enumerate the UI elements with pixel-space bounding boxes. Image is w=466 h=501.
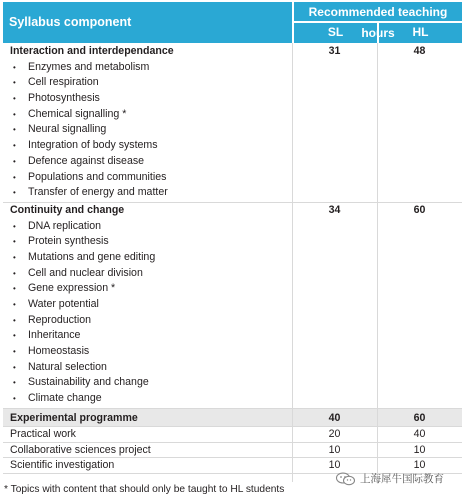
- topic-label: Chemical signalling *: [28, 107, 127, 120]
- topic-list-item: [3, 122, 462, 138]
- bullet-icon: •: [13, 156, 16, 166]
- section-1: [3, 203, 462, 409]
- bullet-icon: •: [13, 109, 16, 119]
- topic-list-item: [3, 360, 462, 376]
- topic-label: Defence against disease: [28, 154, 145, 167]
- bullet-icon: •: [13, 125, 16, 135]
- experimental-sl-hours: 40: [328, 411, 341, 424]
- bullet-icon: •: [13, 315, 16, 325]
- section-hl-hours: 60: [413, 203, 426, 216]
- topic-label: Transfer of energy and matter: [28, 186, 168, 199]
- topic-label: Mutations and gene editing: [28, 250, 156, 263]
- topic-label: Cell respiration: [28, 76, 99, 89]
- topic-list-item: [3, 170, 462, 186]
- topic-label: Cell and nuclear division: [28, 266, 143, 279]
- header-syllabus-component: Syllabus component: [9, 15, 132, 29]
- topic-list-item: [3, 297, 462, 313]
- bullet-icon: •: [13, 394, 16, 404]
- column-divider-sl: [292, 43, 293, 482]
- bullet-icon: •: [13, 94, 16, 104]
- topic-list-item: [3, 250, 462, 266]
- section-sl-hours: 34: [328, 203, 341, 216]
- header-hl: HL: [377, 23, 462, 43]
- topic-label: Inheritance: [28, 329, 81, 342]
- header-sl: SL: [292, 23, 377, 43]
- experimental-row-sl: 20: [328, 427, 341, 440]
- topic-list-item: [3, 344, 462, 360]
- topic-list-item: [3, 375, 462, 391]
- watermark-text: 上海犀牛国际教育: [360, 473, 444, 485]
- experimental-row-hl: 10: [413, 443, 426, 456]
- table-header: [3, 2, 462, 43]
- section-hl-hours: 48: [413, 45, 426, 57]
- experimental-row-label: Scientific investigation: [10, 459, 115, 472]
- experimental-title-row: [3, 409, 462, 427]
- topic-label: Natural selection: [28, 360, 107, 373]
- section-title: Continuity and change: [10, 203, 125, 216]
- topic-list-item: [3, 185, 462, 201]
- topic-list-item: [3, 107, 462, 123]
- section-sl-hours: 31: [328, 45, 341, 57]
- topic-list-item: [3, 234, 462, 250]
- experimental-row-sl: 10: [328, 459, 341, 472]
- topic-label: Protein synthesis: [28, 235, 109, 248]
- topic-label: Neural signalling: [28, 123, 107, 136]
- bullet-icon: •: [13, 252, 16, 262]
- topic-label: Water potential: [28, 298, 99, 310]
- topic-list-item: [3, 75, 462, 91]
- experimental-row-label: Collaborative sciences project: [10, 443, 151, 456]
- experimental-hl-hours: 60: [413, 411, 426, 424]
- topic-label: Gene expression *: [28, 282, 116, 295]
- experimental-row: [3, 427, 462, 443]
- topic-list-item: [3, 391, 462, 407]
- topic-label: Integration of body systems: [28, 139, 158, 152]
- column-divider-hl: [377, 43, 378, 482]
- bullet-icon: •: [13, 62, 16, 72]
- bullet-icon: •: [13, 188, 16, 198]
- bullet-icon: •: [13, 378, 16, 388]
- topic-label: Climate change: [28, 392, 102, 405]
- topic-label: Photosynthesis: [28, 92, 100, 105]
- topic-list-item: [3, 313, 462, 329]
- topic-list-item: [3, 138, 462, 154]
- experimental-row-sl: 10: [328, 443, 341, 456]
- experimental-row-hl: 40: [413, 427, 426, 440]
- bullet-icon: •: [13, 237, 16, 247]
- bullet-icon: •: [13, 362, 16, 372]
- section-title: Interaction and interdependance: [10, 45, 174, 57]
- bullet-icon: •: [13, 300, 16, 309]
- topic-label: Reproduction: [28, 313, 92, 326]
- table-body: [3, 43, 462, 474]
- bullet-icon: •: [13, 78, 16, 88]
- topic-list-item: [3, 91, 462, 107]
- section-title-row: [3, 44, 462, 60]
- bullet-icon: •: [13, 347, 16, 357]
- topic-label: Homeostasis: [28, 345, 90, 358]
- topic-label: Sustainability and change: [28, 376, 149, 389]
- topic-list-item: [3, 154, 462, 170]
- experimental-row-hl: 10: [413, 459, 426, 472]
- section-title-row: [3, 203, 462, 219]
- watermark: [335, 471, 444, 486]
- topic-list-item: [3, 266, 462, 282]
- experimental-row: [3, 443, 462, 459]
- experimental-row-label: Practical work: [10, 427, 76, 440]
- footnote: * Topics with content that should only be taught to HL students: [4, 484, 285, 495]
- topic-list-item: [3, 60, 462, 76]
- topic-label: Populations and communities: [28, 170, 167, 183]
- bullet-icon: •: [13, 268, 16, 278]
- bullet-icon: •: [13, 284, 16, 294]
- topic-list-item: [3, 219, 462, 235]
- wechat-icon: [335, 472, 357, 486]
- experimental-title: Experimental programme: [10, 411, 138, 424]
- topic-label: Enzymes and metabolism: [28, 60, 150, 73]
- bullet-icon: •: [13, 141, 16, 151]
- bullet-icon: •: [13, 172, 16, 182]
- section-0: [3, 43, 462, 203]
- header-recommended-hours: Recommended teaching hours: [292, 2, 462, 23]
- bullet-icon: •: [13, 221, 16, 231]
- bullet-icon: •: [13, 331, 16, 341]
- syllabus-table: [3, 2, 462, 474]
- topic-label: DNA replication: [28, 219, 102, 232]
- topic-list-item: [3, 281, 462, 297]
- topic-list-item: [3, 328, 462, 344]
